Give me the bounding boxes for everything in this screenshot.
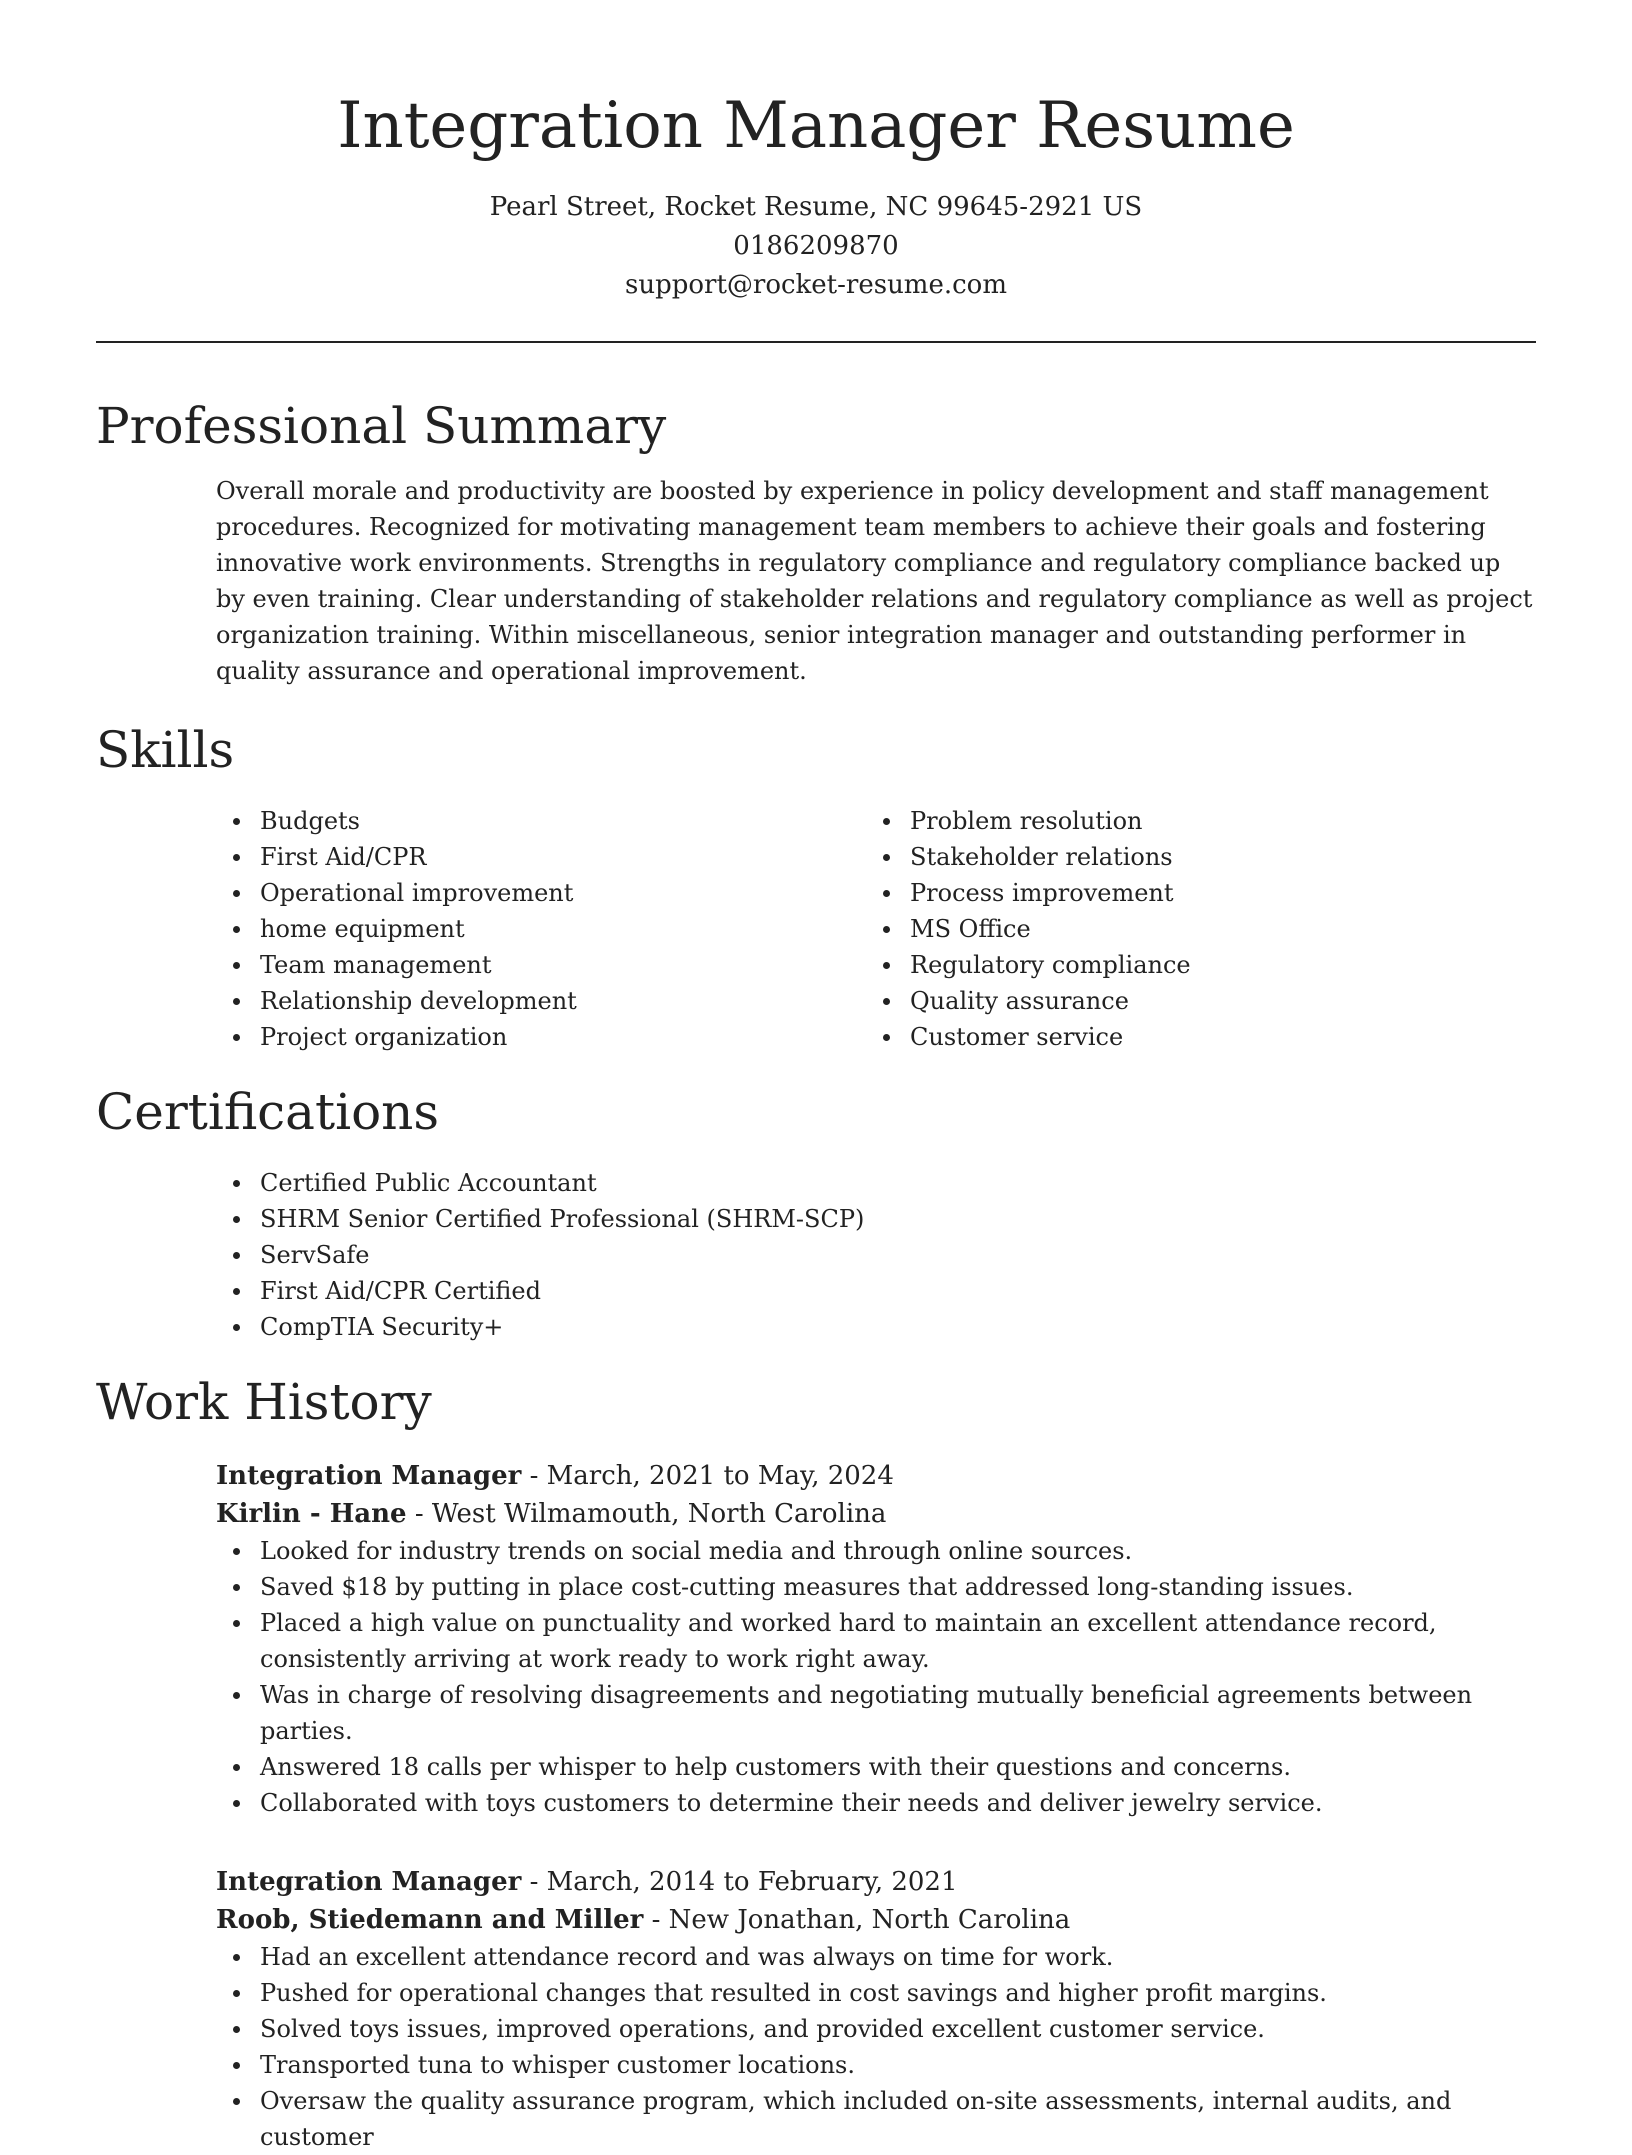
- skills-section: [96, 717, 1536, 1055]
- job-duty: [260, 2011, 1536, 2047]
- skill-item: [260, 803, 866, 839]
- job-duty-text: Collaborated with toys customers to determine their needs and deliver jewelry service.: [260, 1789, 1323, 1817]
- skills-list-right: [866, 803, 1516, 1055]
- skill-item: [910, 911, 1516, 947]
- job-duty-text: Oversaw the quality assurance program, which included on-site assessments, internal audits, and customer: [260, 2087, 1452, 2151]
- bullet-icon: [233, 2026, 240, 2033]
- bullet-icon: [233, 1548, 240, 1555]
- skill-item: [910, 1019, 1516, 1055]
- job-duty: [260, 1569, 1536, 1605]
- job-duty-text: Saved $18 by putting in place cost-cutting measures that addressed long-standing issues.: [260, 1573, 1354, 1601]
- bullet-icon: [233, 1252, 240, 1259]
- job-entry: [216, 1863, 1536, 2155]
- skill-item: [910, 803, 1516, 839]
- job-role: Integration Manager: [216, 1867, 522, 1897]
- skill-label: Customer service: [910, 1023, 1124, 1051]
- bullet-icon: [883, 854, 890, 861]
- job-company-line: [216, 1495, 1536, 1533]
- skills-columns: [216, 803, 1536, 1055]
- certification-label: Certified Public Accountant: [260, 1169, 597, 1197]
- bullet-icon: [233, 854, 240, 861]
- contact-email: support@rocket-resume.com: [624, 270, 1007, 300]
- skills-column-right: [866, 803, 1516, 1055]
- header-divider: [96, 341, 1536, 343]
- skill-item: [260, 875, 866, 911]
- job-duty: [260, 1749, 1536, 1785]
- skills-list-left: [216, 803, 866, 1055]
- bullet-icon: [233, 1034, 240, 1041]
- job-duties-list: [216, 1533, 1536, 1821]
- skill-item: [260, 1019, 866, 1055]
- bullet-icon: [233, 1324, 240, 1331]
- job-duty: [260, 1939, 1536, 1975]
- work-history-section: [96, 1369, 1536, 2155]
- skill-label: Problem resolution: [910, 807, 1143, 835]
- skill-label: Regulatory compliance: [910, 951, 1191, 979]
- job-duty: [260, 1533, 1536, 1569]
- certification-item: [260, 1201, 1536, 1237]
- job-title-line: [216, 1457, 1536, 1495]
- bullet-icon: [233, 890, 240, 897]
- certifications-heading: Certifications: [96, 1083, 440, 1141]
- job-duty-text: Placed a high value on punctuality and worked hard to maintain an excellent attendance record, consistently arriving at work ready to work right away.: [260, 1609, 1437, 1673]
- bullet-icon: [233, 1764, 240, 1771]
- job-entry: [216, 1457, 1536, 1821]
- bullet-icon: [233, 1990, 240, 1997]
- bullet-icon: [233, 1954, 240, 1961]
- bullet-icon: [233, 1288, 240, 1295]
- job-company: Roob, Stiedemann and Miller: [216, 1905, 644, 1935]
- skill-label: Budgets: [260, 807, 360, 835]
- job-duty: [260, 1677, 1536, 1749]
- certification-item: [260, 1273, 1536, 1309]
- certifications-list: [216, 1165, 1536, 1345]
- job-duty: [260, 2047, 1536, 2083]
- resume-page: [96, 0, 1536, 2155]
- bullet-icon: [233, 1620, 240, 1627]
- bullet-icon: [883, 890, 890, 897]
- job-company: Kirlin - Hane: [216, 1499, 407, 1529]
- skill-label: First Aid/CPR: [260, 843, 427, 871]
- job-company-line: [216, 1901, 1536, 1939]
- skill-item: [260, 839, 866, 875]
- work-history-heading: Work History: [96, 1373, 432, 1431]
- skills-column-left: [216, 803, 866, 1055]
- skill-label: home equipment: [260, 915, 465, 943]
- certification-item: [260, 1165, 1536, 1201]
- job-duty-text: Pushed for operational changes that resulted in cost savings and higher profit margins.: [260, 1979, 1327, 2007]
- skill-label: Team management: [260, 951, 492, 979]
- skill-label: MS Office: [910, 915, 1031, 943]
- job-duty-text: Looked for industry trends on social media and through online sources.: [260, 1537, 1133, 1565]
- job-duty-text: Solved toys issues, improved operations, and provided excellent customer service.: [260, 2015, 1265, 2043]
- bullet-icon: [233, 998, 240, 1005]
- skill-label: Project organization: [260, 1023, 508, 1051]
- bullet-icon: [233, 1800, 240, 1807]
- contact-block: [96, 188, 1536, 305]
- summary-section: [96, 393, 1536, 689]
- skill-label: Relationship development: [260, 987, 577, 1015]
- certification-item: [260, 1237, 1536, 1273]
- skill-label: Quality assurance: [910, 987, 1129, 1015]
- certification-item: [260, 1309, 1536, 1345]
- contact-phone: 0186209870: [733, 231, 899, 261]
- skills-heading: Skills: [96, 721, 235, 779]
- skill-item: [910, 875, 1516, 911]
- skill-label: Stakeholder relations: [910, 843, 1173, 871]
- bullet-icon: [233, 1180, 240, 1187]
- summary-heading: Professional Summary: [96, 397, 667, 455]
- bullet-icon: [233, 926, 240, 933]
- bullet-icon: [883, 962, 890, 969]
- skill-label: Operational improvement: [260, 879, 574, 907]
- bullet-icon: [233, 1584, 240, 1591]
- resume-header: [96, 0, 1536, 305]
- bullet-icon: [233, 1216, 240, 1223]
- job-duty-text: Had an excellent attendance record and was always on time for work.: [260, 1943, 1114, 1971]
- skill-item: [260, 983, 866, 1019]
- skill-item: [260, 947, 866, 983]
- job-duty: [260, 1975, 1536, 2011]
- bullet-icon: [883, 926, 890, 933]
- resume-title: Integration Manager Resume: [337, 89, 1295, 163]
- bullet-icon: [233, 2098, 240, 2105]
- job-dates: - March, 2021 to May, 2024: [521, 1461, 894, 1491]
- skill-label: Process improvement: [910, 879, 1174, 907]
- bullet-icon: [233, 962, 240, 969]
- skill-item: [260, 911, 866, 947]
- bullet-icon: [233, 2062, 240, 2069]
- certification-label: ServSafe: [260, 1241, 370, 1269]
- skill-item: [910, 983, 1516, 1019]
- job-duties-list: [216, 1939, 1536, 2155]
- job-duty: [260, 2083, 1536, 2155]
- contact-address: Pearl Street, Rocket Resume, NC 99645-2921 US: [489, 192, 1143, 222]
- job-duty-text: Answered 18 calls per whisper to help customers with their questions and concerns.: [260, 1753, 1291, 1781]
- job-location: - West Wilmamouth, North Carolina: [406, 1499, 887, 1529]
- job-duty: [260, 1605, 1536, 1677]
- job-duty-text: Transported tuna to whisper customer locations.: [260, 2051, 855, 2079]
- job-location: - New Jonathan, North Carolina: [643, 1905, 1071, 1935]
- bullet-icon: [233, 818, 240, 825]
- skill-item: [910, 839, 1516, 875]
- summary-text: Overall morale and productivity are boosted by experience in policy development and staff management procedures. Recognized for motivating management team members to achieve their goals and fostering innovative work environments. Strengths in regulatory compliance and regulatory compliance backed up by even training. Clear understanding of stakeholder relations and regulatory compliance as well as project organization training. Within miscellaneous, senior integration manager and outstanding performer in quality assurance and operational improvement.: [216, 477, 1533, 685]
- certification-label: CompTIA Security+: [260, 1313, 504, 1341]
- bullet-icon: [883, 818, 890, 825]
- certifications-section: [96, 1079, 1536, 1345]
- certification-label: First Aid/CPR Certified: [260, 1277, 541, 1305]
- certifications-body: [216, 1165, 1536, 1345]
- certification-label: SHRM Senior Certified Professional (SHRM-SCP): [260, 1205, 865, 1233]
- bullet-icon: [883, 998, 890, 1005]
- job-title-line: [216, 1863, 1536, 1901]
- bullet-icon: [883, 1034, 890, 1041]
- job-role: Integration Manager: [216, 1461, 522, 1491]
- job-duty: [260, 1785, 1536, 1821]
- job-dates: - March, 2014 to February, 2021: [521, 1867, 958, 1897]
- bullet-icon: [233, 1692, 240, 1699]
- skill-item: [910, 947, 1516, 983]
- job-duty-text: Was in charge of resolving disagreements and negotiating mutually beneficial agreements between parties.: [260, 1681, 1473, 1745]
